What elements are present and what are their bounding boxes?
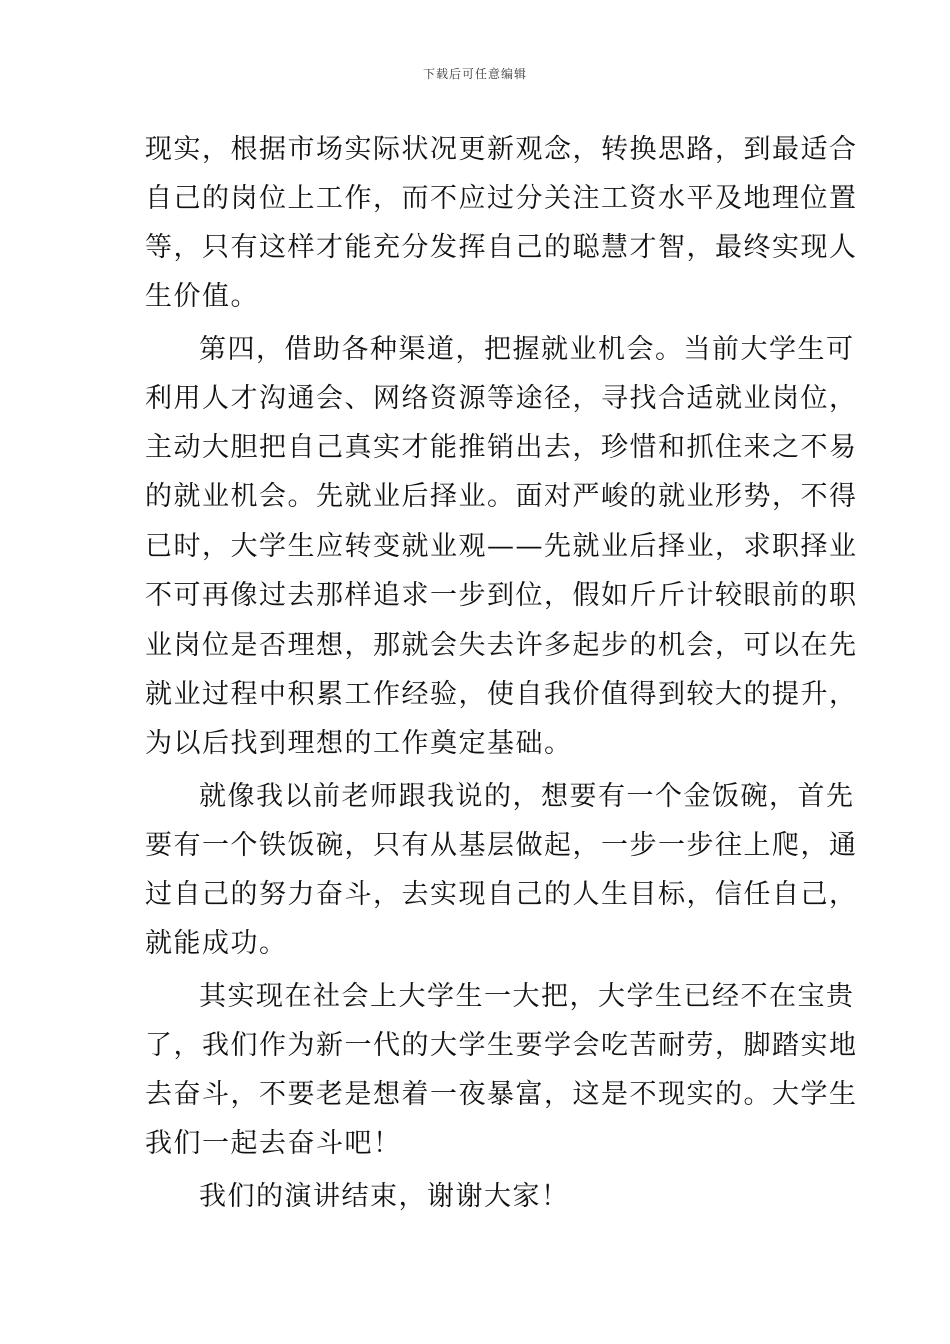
text-line: 就能成功。 [145,928,288,959]
text-line: 自己的岗位上工作，而不应过分关注工资水平及地理位置 [145,183,858,214]
paragraph-first-line: 第四，借助各种渠道，把握就业机会。当前大学生可 [199,334,855,365]
text-line: 主动大胆把自己真实才能推销出去，珍惜和抓住来之不易 [145,432,858,463]
text-line: 不可再像过去那样追求一步到位，假如斤斤计较眼前的职 [145,580,858,611]
paragraph-first-line: 其实现在社会上大学生一大把，大学生已经不在宝贵 [199,981,855,1012]
text-line: 了，我们作为新一代的大学生要学会吃苦耐劳，脚踏实地 [145,1030,858,1061]
text-line: 等，只有这样才能充分发挥自己的聪慧才智，最终实现人 [145,232,858,263]
text-line: 为以后找到理想的工作奠定基础。 [145,728,573,759]
text-line: 去奋斗，不要老是想着一夜暴富，这是不现实的。大学生 [145,1079,858,1110]
text-line: 过自己的努力奋斗，去实现自己的人生目标，信任自己， [145,879,858,910]
text-line: 已时，大学生应转变就业观——先就业后择业，求职择业 [145,531,858,562]
text-line: 要有一个铁饭碗，只有从基层做起，一步一步往上爬，通 [145,830,858,861]
text-line: 利用人才沟通会、网络资源等途径，寻找合适就业岗位， [145,383,858,414]
text-line: 现实，根据市场实际状况更新观念，转换思路，到最适合 [145,134,858,165]
text-line: 生价值。 [145,281,259,312]
header-note: 下载后可任意编辑 [422,67,527,81]
text-line: 业岗位是否理想，那就会失去许多起步的机会，可以在先 [145,630,858,661]
text-line: 我们一起去奋斗吧！ [145,1128,402,1159]
closing-line: 我们的演讲结束，谢谢大家！ [199,1181,570,1212]
text-line: 就业过程中积累工作经验，使自我价值得到较大的提升， [145,679,858,710]
text-line: 的就业机会。先就业后择业。面对严峻的就业形势，不得 [145,481,858,512]
paragraph-first-line: 就像我以前老师跟我说的，想要有一个金饭碗，首先 [199,781,855,812]
